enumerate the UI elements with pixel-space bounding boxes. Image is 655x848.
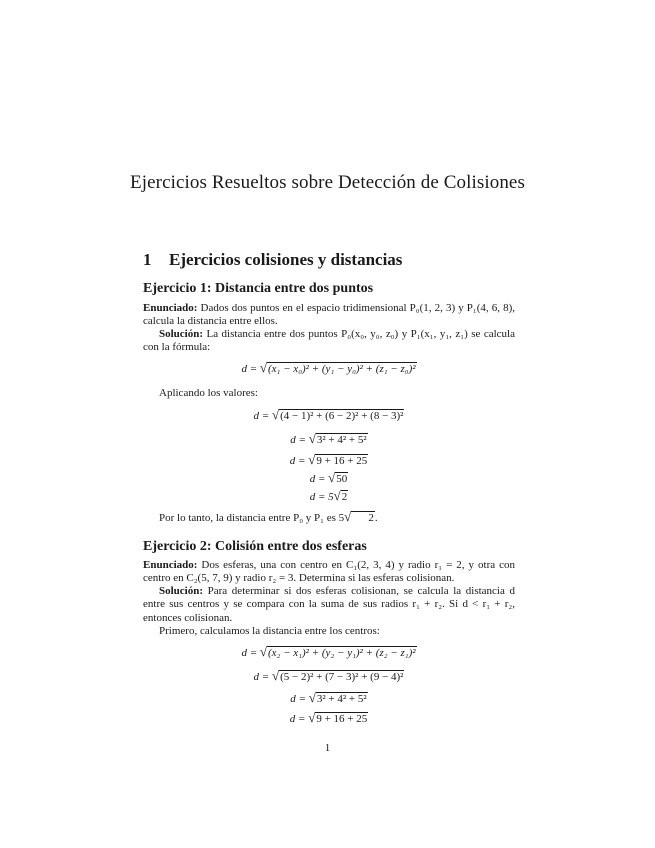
ex1-step-2 <box>143 432 515 447</box>
statement-label: Enunciado: <box>143 302 198 314</box>
step-lhs: d = <box>253 410 272 422</box>
section-number: 1 <box>143 250 152 269</box>
radical-sign: √ <box>308 690 316 705</box>
page-number: 1 <box>324 742 331 754</box>
ex2-step-4 <box>143 711 515 726</box>
solution-label: Solución: <box>159 328 204 340</box>
radical-sign: √ <box>308 452 316 467</box>
step-radicand: 3² + 4² + 5² <box>316 693 367 705</box>
solution-text: Para determinar si dos esferas colisionan, se calcula la distancia d entre sus centros y se compara con la suma de sus radios r₁ + r₂. Si d < r₁ + r₂, entonces colisionan. <box>143 585 515 624</box>
step-radicand: 9 + 16 + 25 <box>316 713 368 725</box>
radical-sign: √ <box>271 407 280 422</box>
formula-lhs: d = <box>241 363 260 375</box>
step-radicand: 50 <box>336 473 348 485</box>
ex2-step-2 <box>143 669 515 684</box>
document-title: Ejercicios Resueltos sobre Detección de Colisiones <box>130 172 525 193</box>
exercise-2-statement <box>143 559 515 586</box>
ex1-step-1 <box>143 408 515 423</box>
conclusion-radicand: 2 <box>351 511 375 524</box>
step-lhs: d = <box>289 455 309 467</box>
statement-label: Enunciado: <box>143 559 198 571</box>
solution-label: Solución: <box>159 585 204 597</box>
first-step-text: Primero, calculamos la distancia entre los centros: <box>159 625 380 637</box>
statement-text: Dos esferas, una con centro en C₁(2, 3, 4) y radio r₁ = 2, y otra con centro en C₂(5, 7, 9) y radio r₂ = 3. Determina si las esferas colisionan. <box>143 559 515 585</box>
statement-text: Dados dos puntos en el espacio tridimensional P₀(1, 2, 3) y P₁(4, 6, 8), calcula la distancia entre ellos. <box>143 302 516 328</box>
solution-text: La distancia entre dos puntos P₀(x₀, y₀, z₀) y P₁(x₁, y₁, z₁) se calcula con la fórmula: <box>143 328 515 354</box>
exercise-2-solution <box>143 585 515 625</box>
step-lhs: d = 5 <box>309 491 334 503</box>
step-radicand: 9 + 16 + 25 <box>316 455 368 467</box>
ex2-step-3 <box>143 691 515 706</box>
conclusion-text: Por lo tanto, la distancia entre P₀ y P₁ es 5 <box>159 512 345 524</box>
step-lhs: d = <box>309 473 329 485</box>
step-lhs: d = <box>289 713 309 725</box>
step-radicand: 3² + 4² + 5² <box>316 434 367 446</box>
exercise-1-heading: Ejercicio 1: Distancia entre dos puntos <box>143 281 374 296</box>
section-title: Ejercicios colisiones y distancias <box>169 250 403 269</box>
applying-values-text: Aplicando los valores: <box>159 387 258 399</box>
exercise-1-solution <box>143 328 515 355</box>
ex1-step-5 <box>143 489 515 504</box>
radical-sign: √ <box>271 668 280 683</box>
step-lhs: d = <box>290 693 309 705</box>
step-lhs: d = <box>241 647 260 659</box>
radical-sign: √ <box>308 710 316 725</box>
exercise-1-statement <box>143 302 515 329</box>
radical-sign: √ <box>259 360 268 375</box>
ex1-step-4 <box>143 471 515 486</box>
step-lhs: d = <box>290 434 309 446</box>
section-heading <box>143 250 402 270</box>
exercise-2-heading: Ejercicio 2: Colisión entre dos esferas <box>143 539 367 554</box>
step-radicand: 2 <box>341 491 348 503</box>
ex1-step-3 <box>143 453 515 468</box>
radical-sign: √ <box>259 644 268 659</box>
distance-formula <box>143 361 515 376</box>
ex2-step-1 <box>143 645 515 660</box>
step-radicand: (x₂ − x₁)² + (y₂ − y₁)² + (z₂ − z₁)² <box>268 647 416 659</box>
step-radicand: (4 − 1)² + (6 − 2)² + (8 − 3)² <box>280 410 404 422</box>
radical-sign: √ <box>308 431 316 446</box>
radical-sign: √ <box>344 509 352 524</box>
exercise-1-conclusion <box>143 510 515 525</box>
radical-sign: √ <box>333 488 341 503</box>
step-radicand: (5 − 2)² + (7 − 3)² + (9 − 4)² <box>280 671 404 683</box>
formula-radicand: (x₁ − x₀)² + (y₁ − y₀)² + (z₁ − z₀)² <box>268 363 416 375</box>
conclusion-period: . <box>374 512 378 524</box>
step-lhs: d = <box>253 671 272 683</box>
radical-sign: √ <box>328 470 336 485</box>
